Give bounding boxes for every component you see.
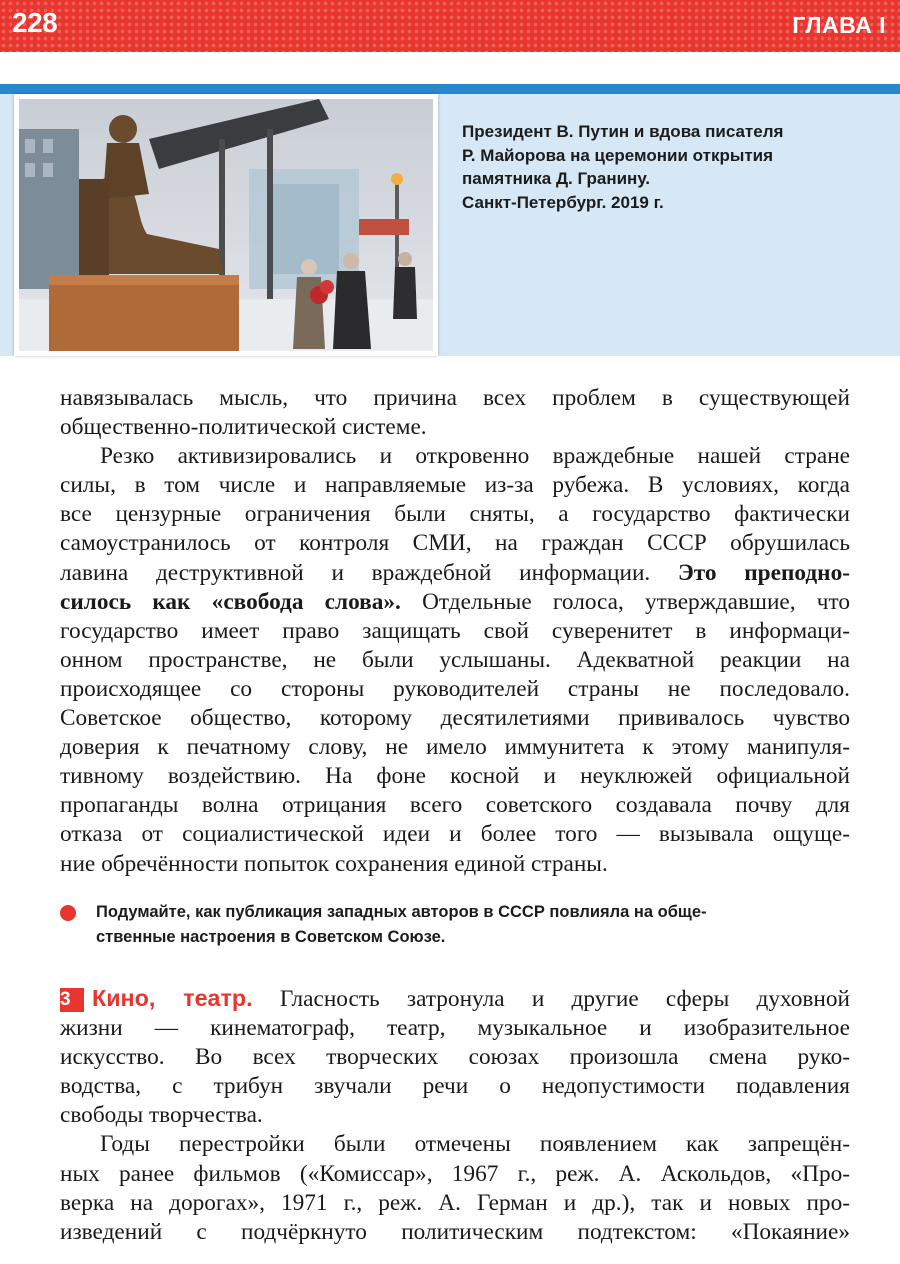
section-number: 3: [60, 988, 84, 1012]
text-line: происходящее со стороны руководителей страны не последовало.: [60, 675, 850, 702]
text-line: Резко активизировались и откровенно враждебные нашей стране: [100, 443, 850, 470]
text-fragment: лавина деструктивной и враждебной информации.: [60, 559, 678, 586]
text-line: навязывалась мысль, что причина всех проблем в существующей: [60, 385, 850, 411]
text-line: силы, в том числе и направляемые из-за рубежа. В условиях, когда: [60, 472, 850, 499]
text-line: [60, 559, 850, 588]
text-line: [60, 588, 850, 617]
body-text: [60, 384, 850, 879]
text-line: доверия к печатному слову, не имело иммунитета к этому манипуля-: [60, 734, 850, 761]
text-fragment: Гласность затронула и другие сферы духовной: [252, 986, 850, 1012]
question-block: [60, 900, 860, 950]
section-title: Кино, театр.: [92, 985, 253, 1011]
text-line: Советское общество, которому десятилетиями прививалось чувство: [60, 705, 850, 732]
photo-panel: [0, 94, 900, 356]
section-heading-line: [60, 984, 850, 1014]
photo-caption: [462, 120, 882, 214]
text-line: общественно-политической системе.: [60, 414, 427, 441]
text-fragment: Отдельные голоса, утверждавшие, что: [400, 588, 851, 615]
text-line: верка на дорогах», 1971 г., реж. А. Герман и др.), так и новых про-: [60, 1189, 850, 1216]
text-line: ние обречённости попыток сохранения единой страны.: [60, 850, 608, 877]
text-line: жизни — кинематограф, театр, музыкальное и изобразительное: [60, 1015, 850, 1042]
text-line: государство имеет право защищать свой суверенитет в информаци-: [60, 617, 850, 644]
header-divider: [0, 84, 900, 94]
text-line: искусство. Во всех творческих союзах произошла смена руко-: [60, 1044, 850, 1071]
text-line: тивному воздействию. На фоне косной и неуклюжей официальной: [60, 763, 850, 790]
page-number: 228: [12, 7, 58, 38]
caption-line: Санкт-Петербург. 2019 г.: [462, 192, 664, 212]
text-line: ных ранее фильмов («Комиссар», 1967 г., реж. А. Аскольдов, «Про-: [60, 1160, 850, 1187]
chapter-label: ГЛАВА I: [792, 12, 886, 38]
section-3: [60, 984, 850, 1247]
bold-phrase: силось как «свобода слова».: [60, 588, 401, 615]
question-line: ственные настроения в Советском Союзе.: [96, 928, 446, 946]
text-line: свободы творчества.: [60, 1102, 263, 1129]
text-line: отказа от социалистической идеи и более того — вызывала ощуще-: [60, 821, 850, 848]
question-bullet-icon: [60, 905, 76, 921]
text-line: изведений с подчёркнуто политическим подтекстом: «Покаяние»: [60, 1218, 850, 1245]
caption-line: Президент В. Путин и вдова писателя: [462, 122, 784, 141]
text-line: онном пространстве, не были услышаны. Адекватной реакции на: [60, 646, 850, 673]
text-line: все цензурные ограничения были сняты, а государство фактически: [60, 501, 850, 528]
text-line: самоустранилось от контроля СМИ, на граждан СССР обрушилась: [60, 530, 850, 557]
question-line: Подумайте, как публикация западных авторов в СССР повлияла на обще-: [96, 903, 707, 921]
bold-phrase: Это преподно-: [677, 559, 850, 586]
caption-line: памятника Д. Гранину.: [462, 169, 651, 188]
text-line: Годы перестройки были отмечены появлением как запрещён-: [100, 1131, 850, 1158]
caption-line: Р. Майорова на церемонии открытия: [462, 145, 774, 165]
text-line: пропаганды волна отрицания всего советского создавала почву для: [60, 792, 850, 819]
page-header: [0, 0, 900, 52]
text-line: водства, с трибун звучали речи о недопустимости подавления: [60, 1073, 850, 1100]
monument-photo-icon: [14, 94, 438, 356]
